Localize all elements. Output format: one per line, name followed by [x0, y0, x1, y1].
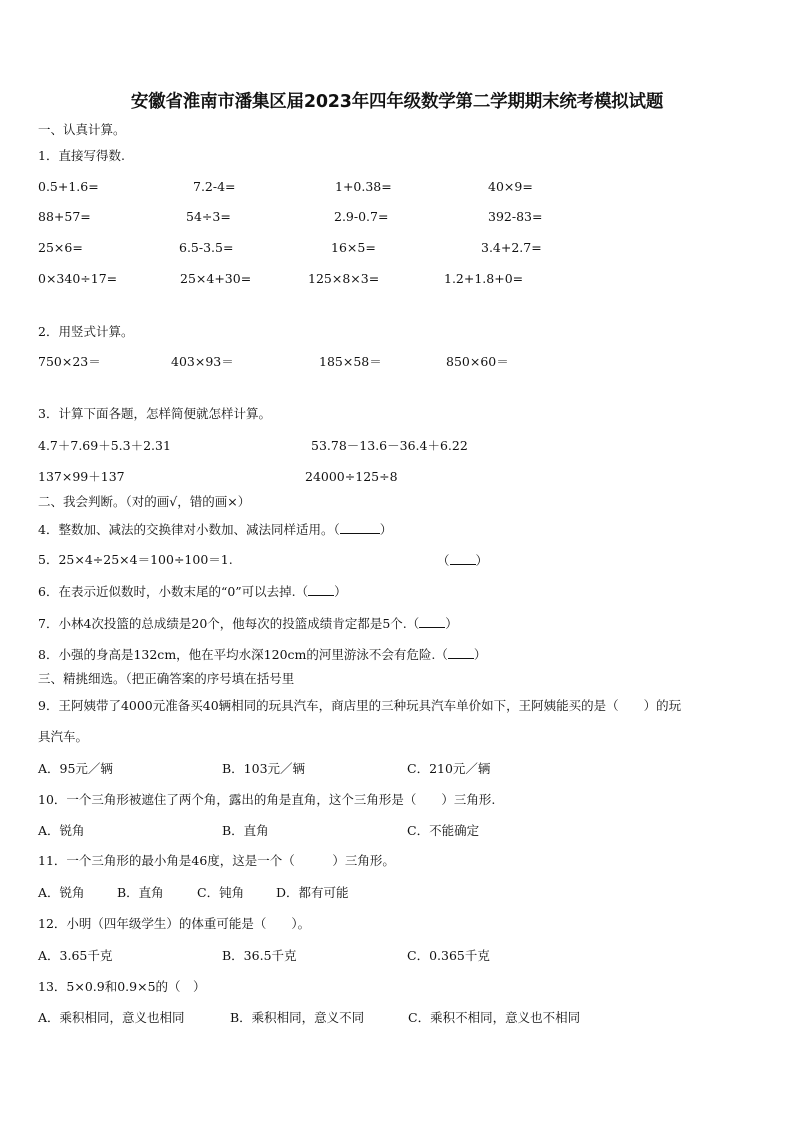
q1-item: 2.9-0.7= — [334, 209, 389, 224]
question-7 — [38, 615, 458, 632]
q2-item: 750×23＝ — [38, 354, 101, 369]
q3-item: 24000÷125÷8 — [305, 469, 398, 484]
q1-item: 1.2+1.8+0= — [444, 271, 524, 286]
close-paren: ） — [334, 584, 347, 599]
q10-option-a[interactable]: A．锐角 — [38, 823, 85, 838]
q9-option-c[interactable]: C．210元／辆 — [407, 761, 491, 776]
q1-item: 7.2-4= — [193, 179, 236, 194]
q1-item: 3.4+2.7= — [481, 240, 542, 255]
close-paren: ） — [445, 616, 458, 631]
q1-item: 6.5-3.5= — [179, 240, 234, 255]
question-8 — [38, 646, 486, 663]
q1-item: 1+0.38= — [335, 179, 392, 194]
q10-option-c[interactable]: C．不能确定 — [407, 823, 480, 838]
section2-heading: 二、我会判断。（对的画√，错的画×） — [38, 494, 251, 509]
q5-text: 5．25×4÷25×4＝100÷100＝1. — [38, 552, 233, 567]
q3-item: 4.7＋7.69＋5.3＋2.31 — [38, 438, 171, 453]
q11-option-b[interactable]: B．直角 — [117, 885, 164, 900]
q5-answer — [437, 552, 488, 569]
q1-item: 25×4+30= — [180, 271, 252, 286]
q1-item: 0×340÷17= — [38, 271, 118, 286]
open-paren: （ — [437, 553, 450, 568]
q10-stem: 10．一个三角形被遮住了两个角，露出的角是直角，这个三角形是（ ）三角形. — [38, 792, 496, 807]
answer-blank[interactable] — [340, 521, 380, 534]
q1-item: 88+57= — [38, 209, 91, 224]
q1-label: 1．直接写得数. — [38, 148, 125, 163]
q9-stem-line2: 具汽车。 — [38, 729, 89, 744]
page-title: 安徽省淮南市潘集区届2023年四年级数学第二学期期末统考模拟试题 — [130, 92, 664, 112]
q1-item: 16×5= — [331, 240, 376, 255]
q13-stem: 13．5×0.9和0.9×5的（ ） — [38, 979, 206, 994]
q12-option-a[interactable]: A．3.65千克 — [38, 948, 113, 963]
q13-option-c[interactable]: C．乘积不相同，意义也不相同 — [408, 1010, 581, 1025]
q1-item: 0.5+1.6= — [38, 179, 99, 194]
q1-item: 392-83= — [488, 209, 543, 224]
q3-item: 137×99＋137 — [38, 469, 125, 484]
q11-option-a[interactable]: A．锐角 — [38, 885, 85, 900]
section3-heading: 三、精挑细选。（把正确答案的序号填在括号里 — [38, 671, 295, 686]
q3-label: 3．计算下面各题，怎样简便就怎样计算。 — [38, 406, 271, 421]
q9-option-b[interactable]: B．103元／辆 — [222, 761, 306, 776]
q13-option-a[interactable]: A．乘积相同，意义也相同 — [38, 1010, 185, 1025]
q8-text: 8．小强的身高是132cm，他在平均水深120cm的河里游泳不会有危险.（ — [38, 647, 448, 662]
q11-option-d[interactable]: D．都有可能 — [276, 885, 349, 900]
q13-option-b[interactable]: B．乘积相同，意义不同 — [230, 1010, 365, 1025]
q4-text: 4．整数加、减法的交换律对小数加、减法同样适用。（ — [38, 522, 340, 537]
q10-option-b[interactable]: B．直角 — [222, 823, 269, 838]
answer-blank[interactable] — [308, 583, 334, 596]
q1-item: 25×6= — [38, 240, 83, 255]
q11-option-c[interactable]: C．钝角 — [197, 885, 245, 900]
answer-blank[interactable] — [419, 615, 445, 628]
close-paren: ） — [473, 647, 487, 662]
q3-item: 53.78－13.6－36.4＋6.22 — [311, 438, 468, 453]
q12-option-b[interactable]: B．36.5千克 — [222, 948, 297, 963]
q12-stem: 12．小明（四年级学生）的体重可能是（ ）。 — [38, 916, 311, 931]
q2-label: 2．用竖式计算。 — [38, 324, 134, 339]
question-6 — [38, 583, 347, 600]
question-4 — [38, 521, 392, 538]
q11-stem: 11．一个三角形的最小角是46度，这是一个（ ）三角形。 — [38, 853, 395, 868]
q2-item: 850×60＝ — [446, 354, 509, 369]
q9-option-a[interactable]: A．95元／辆 — [38, 761, 113, 776]
q2-item: 403×93＝ — [171, 354, 234, 369]
section1-heading: 一、认真计算。 — [38, 122, 126, 137]
answer-blank[interactable] — [450, 552, 476, 565]
q2-item: 185×58＝ — [319, 354, 382, 369]
q12-option-c[interactable]: C．0.365千克 — [407, 948, 490, 963]
close-paren: ） — [379, 522, 393, 537]
q1-item: 40×9= — [488, 179, 533, 194]
q1-item: 125×8×3= — [308, 271, 380, 286]
q1-item: 54÷3= — [186, 209, 231, 224]
q7-text: 7．小林4次投篮的总成绩是20个，他每次的投篮成绩肯定都是5个.（ — [38, 616, 420, 631]
close-paren: ） — [475, 553, 489, 568]
q9-stem-line1: 9．王阿姨带了4000元准备买40辆相同的玩具汽车，商店里的三种玩具汽车单价如下，王阿姨能买的是（ ）的玩 — [38, 698, 682, 713]
q6-text: 6．在表示近似数时，小数末尾的“0”可以去掉.（ — [38, 584, 309, 599]
answer-blank[interactable] — [448, 646, 474, 659]
question-5 — [38, 552, 233, 568]
